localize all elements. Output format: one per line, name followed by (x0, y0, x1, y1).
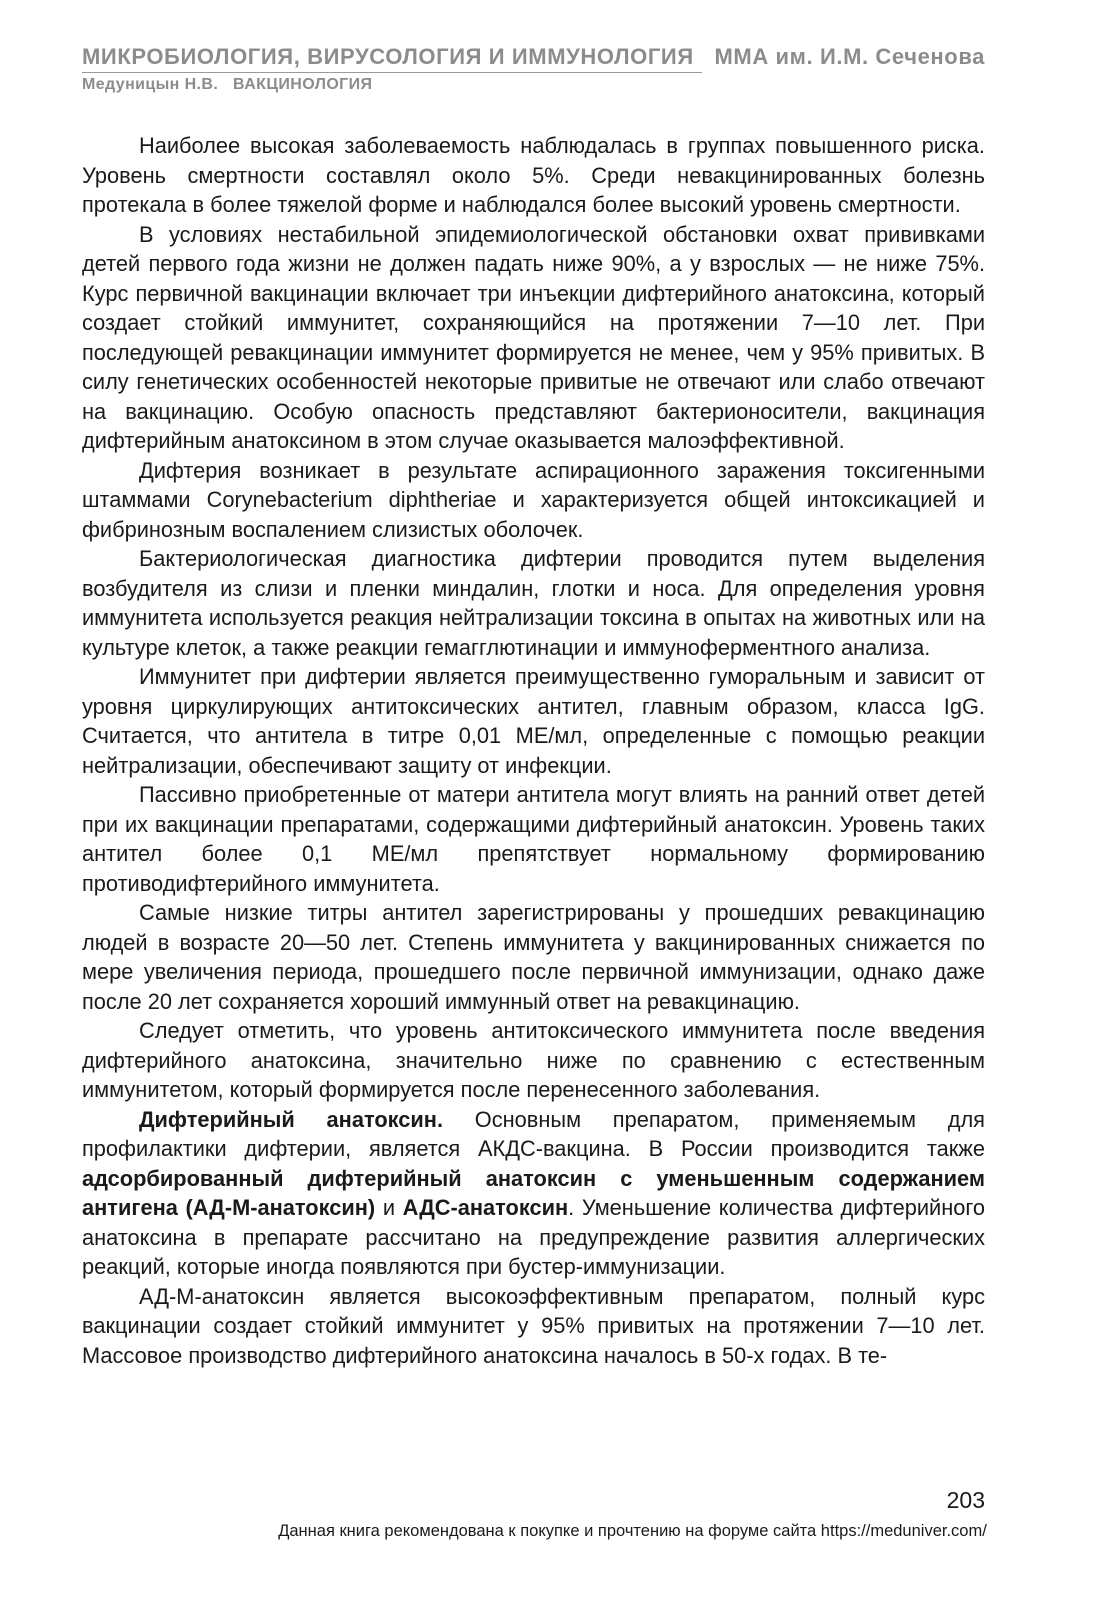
header-top-line (82, 44, 985, 70)
body-paragraph: Следует отметить, что уровень антитоксического иммунитета после введения дифтерийного анатоксина, значительно ниже по сравнению с естественным иммунитетом, который формируется после перенесенного заболевания. (82, 1018, 985, 1102)
body-paragraph: Самые низкие титры антител зарегистрированы у прошедших ревакцинацию людей в возрасте 20—50 лет. Степень иммунитета у вакцинированных снижается по мере увеличения периода, прошедшего после первичной иммунизации, однако даже после 20 лет сохраняется хороший иммунный ответ на ревакцинацию. (82, 900, 985, 1014)
header-subline (82, 76, 985, 94)
bold-text-run: АДС-анатоксин (402, 1195, 569, 1220)
bold-text-run: адсорбированный дифтерийный анатоксин с уменьшенным содержанием антигена (АД-М-анатоксин) (82, 1165, 985, 1220)
text-run: . Уменьшение количества дифтерийного анатоксина в препарате рассчитано на предупреждение развития аллергических реакций, которые иногда появляются при бустер-иммунизации. (82, 1195, 985, 1279)
page-body (82, 131, 985, 1370)
body-paragraph: Бактериологическая диагностика дифтерии проводится путем выделения возбудителя из слизи и пленки миндалин, глотки и носа. Для определения уровня иммунитета используется реакция нейтрализации токсина в опытах на животных или на культуре клеток, а также реакции гемагглютинации и иммуноферментного анализа. (82, 546, 985, 660)
text-run: Основным препаратом, применяемым для профилактики дифтерии, является АКДС-вакцина. В России производится также (82, 1106, 985, 1161)
header-divider (82, 72, 702, 73)
body-paragraph (82, 1105, 985, 1282)
institution-name: ММА им. И.М. Сеченова (714, 44, 985, 69)
body-paragraph: Иммунитет при дифтерии является преимущественно гуморальным и зависит от уровня циркулирующих антитоксических антител, главным образом, класса IgG. Считается, что антитела в титре 0,01 МЕ/мл, определенные с помощью реакции нейтрализации, обеспечивают защиту от инфекции. (82, 664, 985, 778)
page-number: 203 (946, 1487, 985, 1513)
body-paragraph: Пассивно приобретенные от матери антитела могут влиять на ранний ответ детей при их вакцинации препаратами, содержащими дифтерийный анатоксин. Уровень таких антител более 0,1 МЕ/мл препятствует нормальному формированию противодифтерийного иммунитета. (82, 782, 985, 896)
series-title: МИКРОБИОЛОГИЯ, ВИРУСОЛОГИЯ И ИММУНОЛОГИЯ (82, 44, 694, 69)
page-header (82, 44, 985, 94)
author-name: Медуницын Н.В. (82, 76, 219, 93)
footer-note: Данная книга рекомендована к покупке и прочтению на форуме сайта https://meduniver.com/ (278, 1522, 987, 1540)
body-paragraph: Наиболее высокая заболеваемость наблюдалась в группах повышенного риска. Уровень смертности составлял около 5%. Среди невакцинированных болезнь протекала в более тяжелой форме и наблюдался более высокий уровень смертности. (82, 133, 985, 217)
body-paragraph: В условиях нестабильной эпидемиологической обстановки охват прививками детей первого года жизни не должен падать ниже 90%, а у взрослых — не ниже 75%. Курс первичной вакцинации включает три инъекции дифтерийного анатоксина, который создает стойкий иммунитет, сохраняющийся на протяжении 7—10 лет. При последующей ревакцинации иммунитет формируется не менее, чем у 95% привитых. В силу генетических особенностей некоторые привитые не отвечают или слабо отвечают на вакцинацию. Особую опасность представляют бактерионосители, вакцинация дифтерийным анатоксином в этом случае оказывается малоэффективной. (82, 221, 985, 453)
text-run: и (375, 1195, 403, 1220)
book-title: ВАКЦИНОЛОГИЯ (233, 76, 373, 93)
body-paragraph: АД-М-анатоксин является высокоэффективным препаратом, полный курс вакцинации создает стойкий иммунитет у 95% привитых на протяжении 7—10 лет. Массовое производство дифтерийного анатоксина началось в 50-х годах. В те- (82, 1283, 985, 1368)
body-paragraph: Дифтерия возникает в результате аспирационного заражения токсигенными штаммами Corynebacterium diphtheriae и характеризуется общей интоксикацией и фибринозным воспалением слизистых оболочек. (82, 457, 985, 542)
bold-text-run: Дифтерийный анатоксин. (139, 1106, 444, 1132)
